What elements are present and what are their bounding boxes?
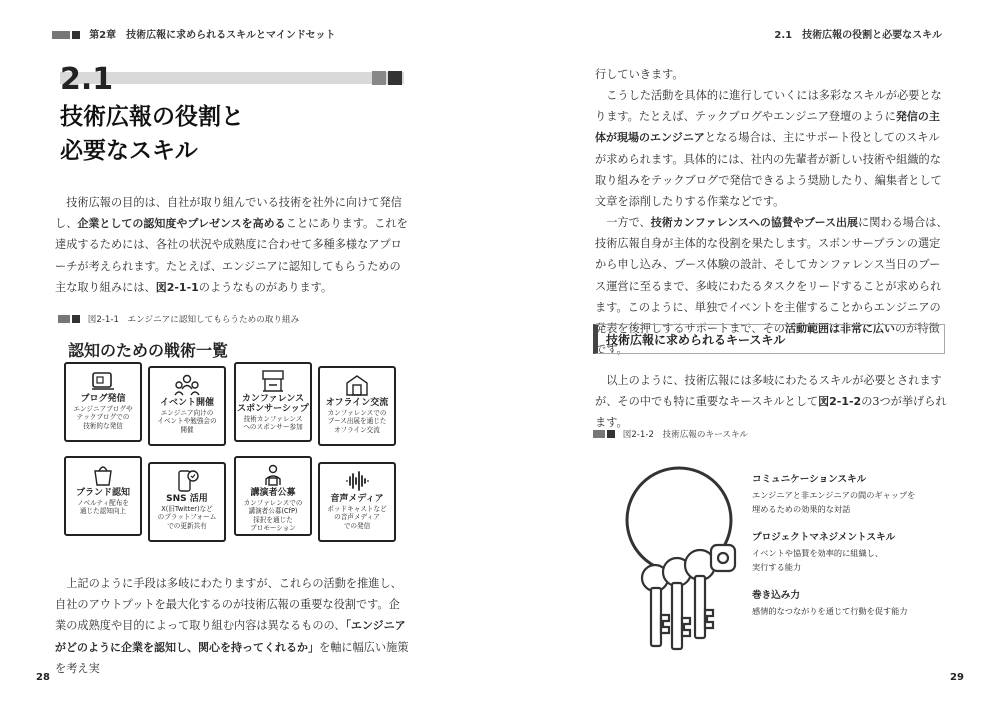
tactic-card bbox=[148, 462, 226, 542]
left-page-number: 28 bbox=[36, 672, 50, 683]
tactic-card-title: イベント開催 bbox=[159, 398, 214, 408]
right-paragraph-4: 以上のように、技術広報には多岐にわたるスキルが必要とされますが、その中でも特に重要なキースキルとして図2-1-2の3つが挙げられます。 bbox=[595, 374, 947, 430]
booth-icon bbox=[236, 368, 310, 394]
emphasis-text: 企業としての認知度やプレゼンスを高める bbox=[77, 217, 286, 231]
tactic-card-title: カンファレンス スポンサーシップ bbox=[237, 394, 309, 414]
emphasis-text: 技術カンファレンスへの協賛やブース出展 bbox=[650, 216, 859, 229]
emphasis-text: 発信の主体が現場のエンジニア bbox=[595, 110, 940, 145]
tactic-card-description: 技術カンファレンス へのスポンサー参加 bbox=[243, 415, 303, 432]
key-skill-title: コミュニケーションスキル bbox=[752, 474, 867, 485]
speaker-icon bbox=[236, 462, 310, 488]
key-skills-list bbox=[752, 471, 952, 618]
keyring-illustration bbox=[615, 450, 745, 660]
tactic-card-title: ブログ発信 bbox=[80, 394, 126, 404]
offline-icon bbox=[320, 372, 394, 398]
left-running-header: 第2章 技術広報に求められるスキルとマインドセット bbox=[52, 26, 336, 41]
figure-2-1-2-caption: 図2-1-2 技術広報のキースキル bbox=[593, 428, 748, 440]
tactic-card bbox=[318, 366, 396, 446]
left-paragraph-1: 技術広報の目的は、自社が取り組んでいる技術を社外に向けて発信し、企業としての認知度やプレゼンスを高めることにあります。これを達成するためには、各社の状況や成熟度に合わせて多種多様なアプローチが考えられます。たとえば、エンジニアに認知してもらうための主な取り組みには、図2-1-1のようなものがあります。 bbox=[55, 196, 408, 294]
section-title: 技術広報の役割と 必要なスキル bbox=[60, 104, 244, 164]
title-bar-marks bbox=[372, 70, 402, 89]
tactic-card bbox=[234, 362, 312, 442]
tactic-card-description: エンジニアブログや テックブログでの 技術的な発信 bbox=[73, 405, 133, 430]
emphasis-text: 活動範囲は非常に広い bbox=[784, 322, 895, 336]
right-running-header: 2.1 技術広報の役割と必要なスキル bbox=[774, 30, 942, 41]
brand-icon bbox=[66, 462, 140, 488]
tactic-card bbox=[148, 366, 226, 446]
tactic-card-description: エンジニア向けの イベントや勉強会の 開催 bbox=[157, 409, 217, 434]
tactic-card bbox=[64, 362, 142, 442]
tactic-card-description: ポッドキャストなど の音声メディア での発信 bbox=[327, 505, 387, 530]
tactic-card-title: オフライン交流 bbox=[325, 398, 389, 408]
sns-icon bbox=[150, 468, 224, 494]
subheading-box: 技術広報に求められるキースキル bbox=[593, 324, 945, 354]
right-page-number: 29 bbox=[950, 672, 964, 683]
emphasis-text: 図2-1-2 bbox=[818, 395, 862, 409]
right-paragraph-2: こうした活動を具体的に進行していくには多彩なスキルが必要となります。たとえば、テックブログやエンジニア登壇のように発信の主体が現場のエンジニアとなる場合は、主にサポート役としてのスキルが求められます。具体的には、社内の先輩者が新しい技術や組織的な取り組みをテックブログで発信できるよう奨励したり、編集者として文章を添削したりする作業などです。 bbox=[595, 89, 942, 209]
right-paragraph-3: 一方で、技術カンファレンスへの協賛やブース出展に関わる場合は、技術広報自身が主体的な役割を果たします。スポンサープランの選定から申し込み、ブース体験の設計、そしてカンファレンス当日のブース運営に至るまで、多岐にわたるタスクをリードすることが求められます。このように、単独でイベントを主催することからエンジニアの発表を後押しするサポートまで、その活動範囲は非常に広いのが特徴です。 bbox=[595, 216, 948, 357]
key-skill-item bbox=[752, 529, 952, 574]
key-skill-description: エンジニアと非エンジニアの間のギャップを 埋めるための効果的な対話 bbox=[752, 490, 916, 514]
emphasis-text: 図2-1-1 bbox=[155, 280, 199, 294]
tactic-card-title: ブランド認知 bbox=[75, 488, 130, 498]
right-paragraph-1: 行していきます。 bbox=[595, 68, 684, 81]
key-skill-description: 感情的なつながりを通じて行動を促す能力 bbox=[752, 606, 908, 616]
tactic-card-description: X(旧Twitter)など のプラットフォーム での更新共有 bbox=[157, 505, 217, 530]
key-skill-item bbox=[752, 471, 952, 516]
tactic-card bbox=[234, 456, 312, 536]
tactic-card-description: カンファレンスでの 講演者公募(CfP) 採択を通じた プロモーション bbox=[243, 499, 303, 533]
key-skill-title: プロジェクトマネジメントスキル bbox=[752, 532, 896, 543]
key-4-icon bbox=[711, 545, 735, 571]
tactic-card bbox=[64, 456, 142, 536]
section-number: 2.1 bbox=[60, 62, 114, 97]
left-paragraph-2: 上記のように手段は多岐にわたりますが、これらの活動を推進し、自社のアウトプットを最大化するのが技術広報の重要な役割です。企業の成熟度や目的によって取り組む内容は異なるものの、「エンジニアがどのように企業を認知し、関心を持ってくれるか」を軸に幅広い施策を考え実 bbox=[55, 577, 409, 675]
tactic-card-description: カンファレンスでの ブース出展を通じた オフライン交流 bbox=[327, 409, 387, 434]
tactic-card bbox=[318, 462, 396, 542]
audio-icon bbox=[320, 468, 394, 494]
tactic-card-title: SNS 活用 bbox=[166, 494, 208, 504]
figure-2-1-1-caption: 図2-1-1 エンジニアに認知してもらうための取り組み bbox=[58, 313, 299, 325]
emphasis-text: 「エンジニアがどのように企業を認知し、関心を持ってくれるか」 bbox=[55, 619, 406, 654]
tactic-card-title: 講演者公募 bbox=[250, 488, 296, 498]
key-skill-title: 巻き込み力 bbox=[752, 590, 800, 601]
tactic-card-description: ノベルティ配布を 通じた認知向上 bbox=[77, 499, 129, 516]
key-skill-item bbox=[752, 587, 952, 618]
key-skill-description: イベントや協賛を効率的に組織し、 実行する能力 bbox=[752, 548, 884, 572]
tactic-card-title: 音声メディア bbox=[330, 494, 384, 504]
blog-icon bbox=[66, 368, 140, 394]
event-icon bbox=[150, 372, 224, 398]
figure-heading: 認知のための戦術一覧 bbox=[68, 341, 229, 360]
